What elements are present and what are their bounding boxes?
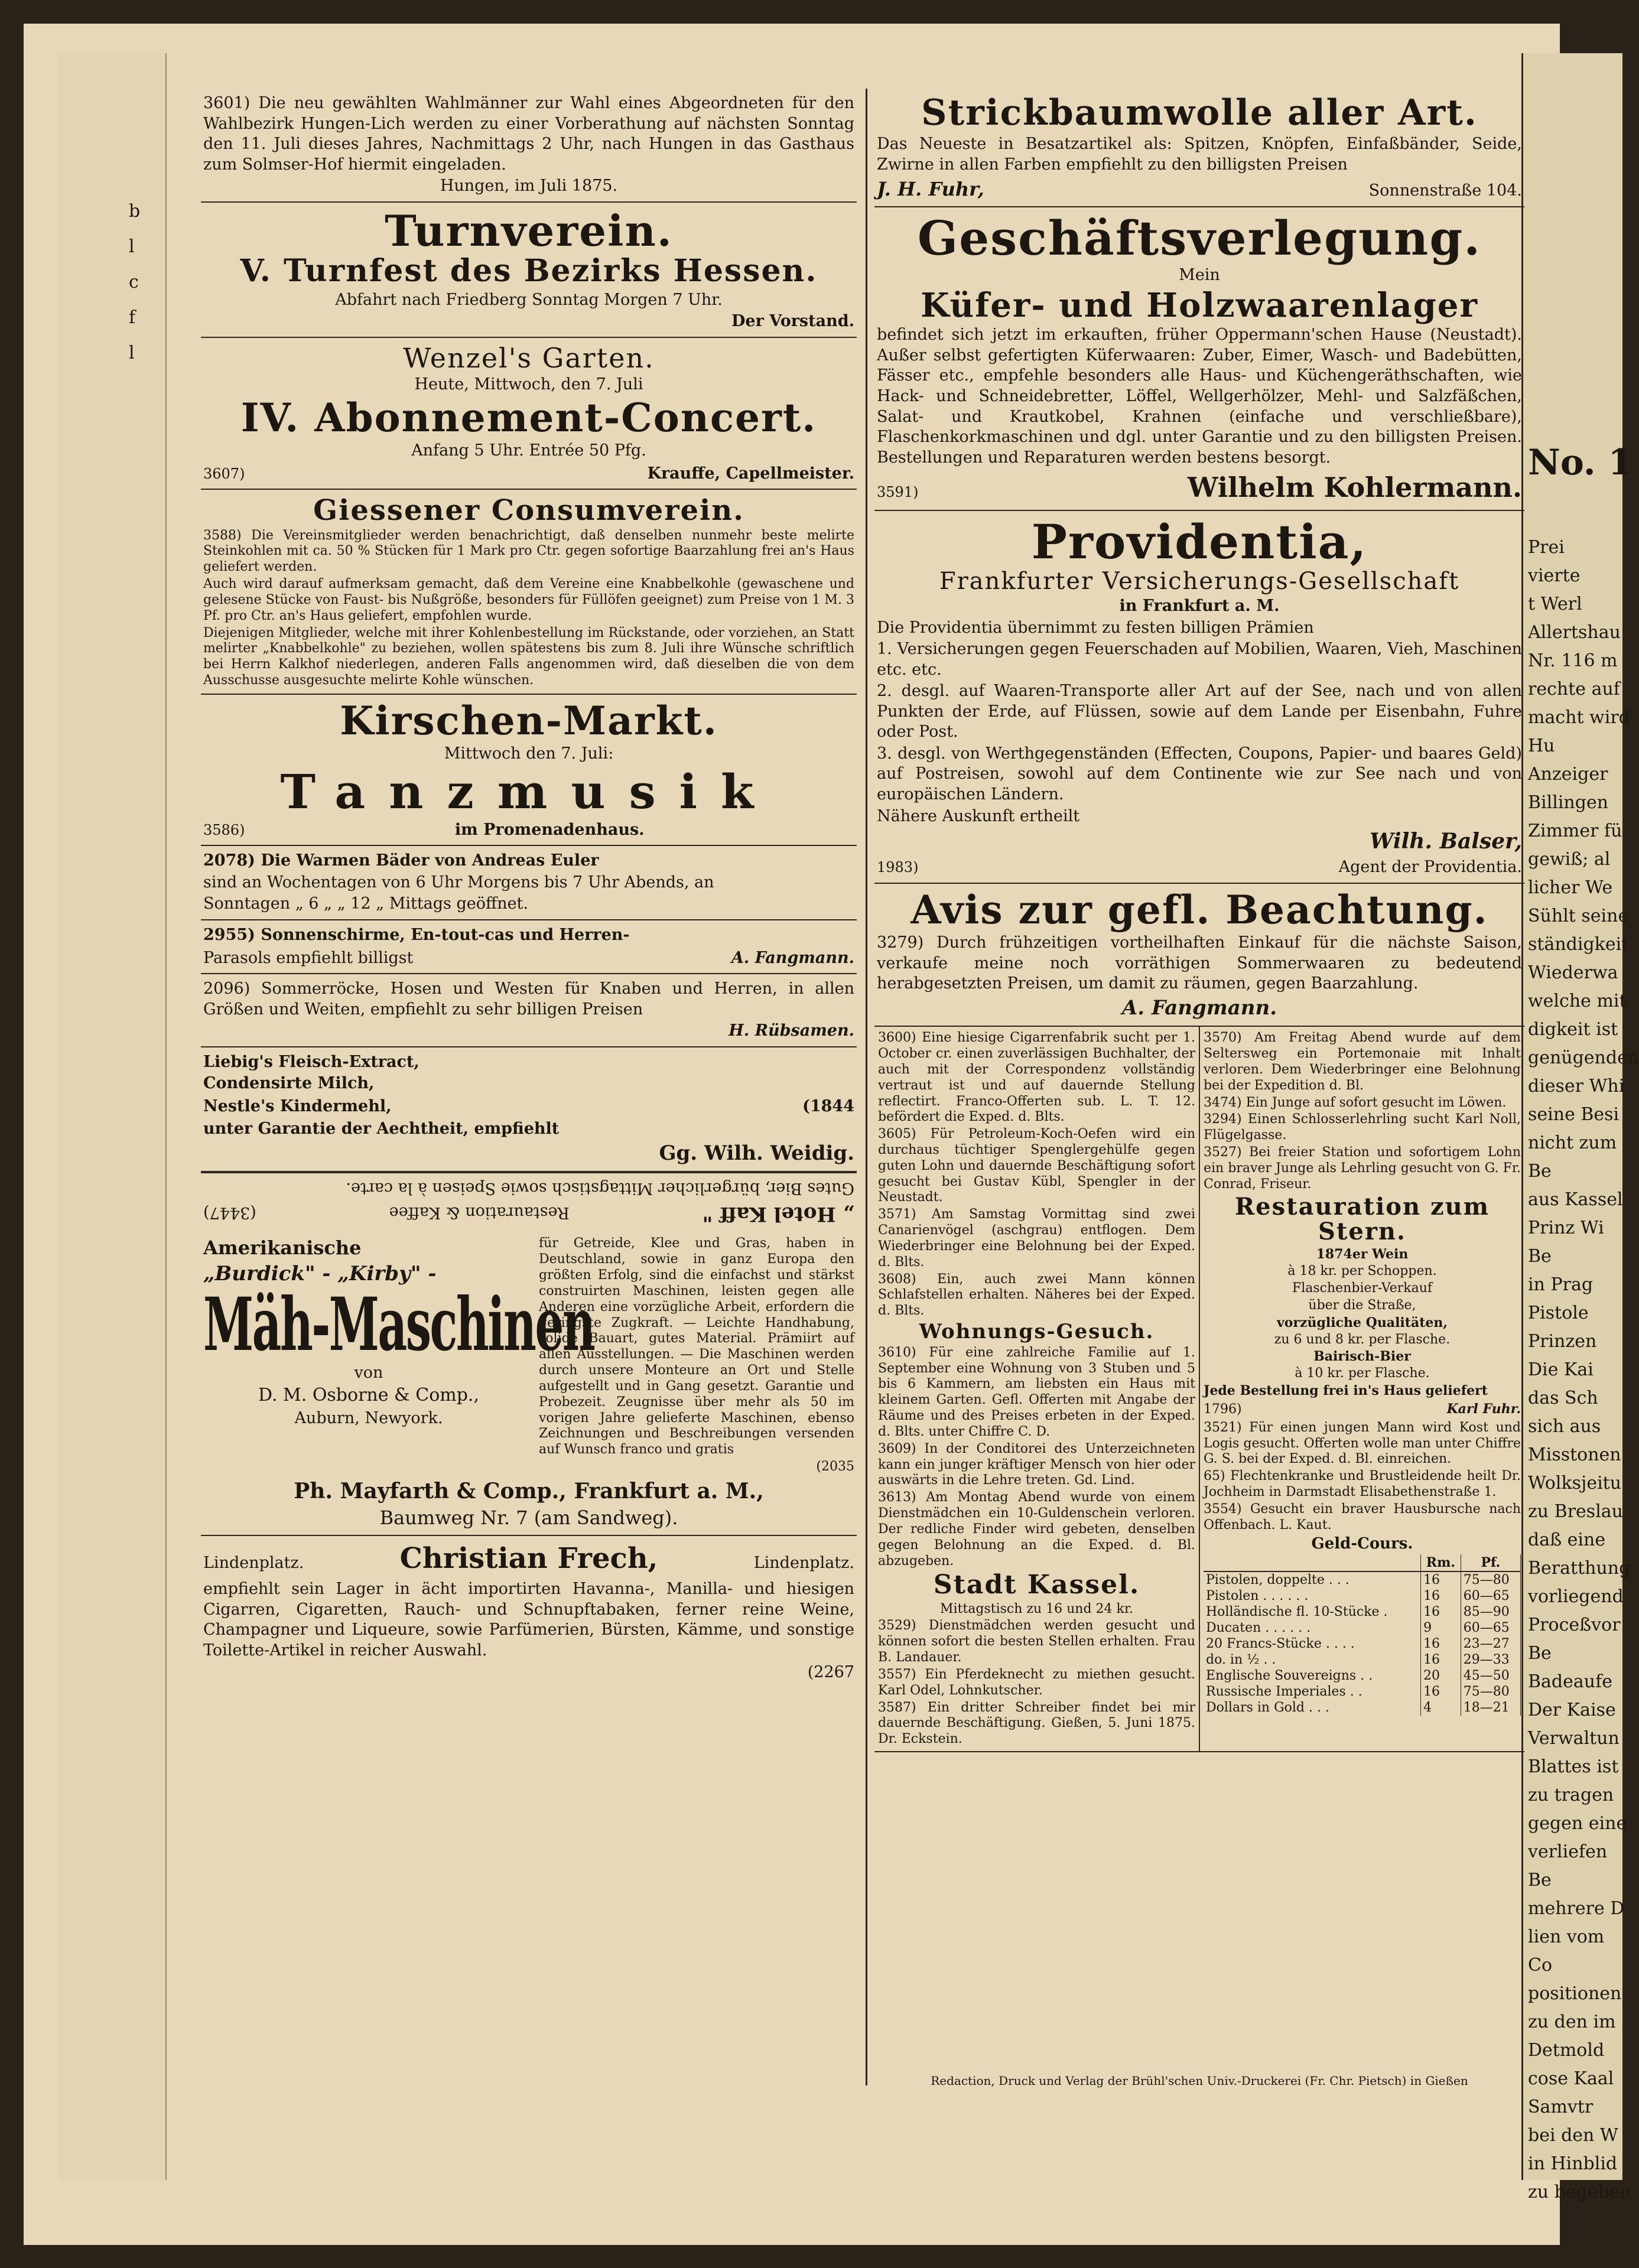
small-left-3: 3608) Ein, auch zwei Mann können Schlafstellen erhalten. Näheres bei der Exped. d. Blts. bbox=[878, 1271, 1195, 1319]
geld-cell: 20 Francs-Stücke . . . . bbox=[1204, 1636, 1421, 1652]
right-fragment-line: Badeaufe bbox=[1528, 1671, 1612, 1692]
small2-left-0: 3609) In der Conditorei des Unterzeichneten kann ein junger kräftiger Mensch von hier oder auswärts in die Lehre treten. Gd. Lind. bbox=[878, 1441, 1195, 1488]
weidig-l3: Nestle's Kindermehl, bbox=[203, 1096, 392, 1115]
geld-cell: 20 bbox=[1421, 1668, 1461, 1684]
inverted-l1: „ Hotel Kaff " bbox=[702, 1202, 854, 1226]
right-fragment-line: Wiederwa bbox=[1528, 962, 1618, 983]
small3-1: 3557) Ein Pferdeknecht zu miethen gesucht. Karl Odel, Lohnkutscher. bbox=[878, 1667, 1195, 1698]
weidig-l2: Condensirte Milch, bbox=[203, 1074, 375, 1093]
weidig-sign: Gg. Wilh. Weidig. bbox=[659, 1141, 854, 1165]
mah-place: Auburn, Newyork. bbox=[294, 1408, 443, 1427]
ad-kohlermann bbox=[874, 207, 1524, 511]
geld-cours-table bbox=[1204, 1554, 1521, 1716]
euler-l2: sind an Wochentagen von 6 Uhr Morgens bis 7 Uhr Abends, an bbox=[203, 873, 714, 891]
right-fragment-line: gewiß; al bbox=[1528, 849, 1611, 870]
left-fragment-letter: l bbox=[129, 343, 135, 363]
kohlermann-num: 3591) bbox=[877, 484, 919, 501]
frech-left: Lindenplatz. bbox=[203, 1553, 304, 1572]
geld-col-2: Pf. bbox=[1461, 1554, 1520, 1571]
kirschen-tanz: Tanzmusik bbox=[280, 763, 778, 819]
ad-fuhr bbox=[874, 89, 1524, 207]
column-divider bbox=[866, 89, 867, 2085]
small3-0: 3529) Dienstmädchen werden gesucht und können sofort die besten Stellen erhalten. Frau B. Landauer. bbox=[878, 1618, 1195, 1665]
right-fragment-line: in Prag bbox=[1528, 1274, 1594, 1295]
right-fragment-line: macht wird bbox=[1528, 707, 1630, 728]
small-right-1: 3474) Ein Junge auf sofort gesucht im Löwen. bbox=[1204, 1095, 1507, 1110]
wenzel-num: 3607) bbox=[203, 465, 245, 482]
ad-3601-text: 3601) Die neu gewählten Wahlmänner zur Wahl eines Abgeordneten für den Wahlbezirk Hungen-Lich werden zu einer Vorberathung auf nächsten Sonntag den 11. Juli dieses Jahres, Nachmittags 2 Uhr, nach Hungen in das Gasthaus zum Solmser-Hof hiermit eingeladen. bbox=[203, 94, 854, 174]
right-fragment-line: Prei bbox=[1528, 537, 1565, 558]
ad-3601-sign: Hungen, im Juli 1875. bbox=[440, 177, 618, 196]
right-fragment-line: seine Besi bbox=[1528, 1104, 1620, 1125]
ad-ruebsamen bbox=[201, 974, 857, 1047]
right-fragment-line: bei den W bbox=[1528, 2125, 1618, 2146]
frech-name: Christian Frech, bbox=[399, 1541, 658, 1575]
mah-desc: für Getreide, Klee und Gras, haben in Deutschland, sowie in ganz Europa den größten Erfolg, sind die einfachst und stärkst construirten Maschinen, leisten gegen alle Anderen eine vorzügliche Arbeit, erfordern die geringste Zugkraft. — Leichte Handhabung, solide Bauart, gutes Material. Prämiirt auf allen Ausstellungen. — Die Maschinen werden durch unsere Monteure an Ort und Stelle aufgestellt und in Gang gesetzt. Garantie und Probezeit. Zeugnisse über mehr als 50 im vorigen Jahre gelieferte Maschinen, ebenso Zeichnungen und Beschreibungen versenden auf Wunsch franco und gratis bbox=[539, 1236, 854, 1457]
providentia-agent: Agent der Providentia. bbox=[1338, 858, 1522, 877]
kohlermann-mein: Mein bbox=[1179, 266, 1220, 285]
consum-title: Giessener Consumverein. bbox=[313, 494, 744, 528]
small-left-2: 3571) Am Samstag Vormittag sind zwei Canarienvögel (aschgrau) entflogen. Dem Wiederbringer eine Belohnung bei der Exped. d. Blts. bbox=[878, 1207, 1195, 1270]
geld-cell: 18—21 bbox=[1461, 1700, 1520, 1716]
right-fragment-line: Beratthung bbox=[1528, 1558, 1631, 1579]
wenzel-date: Heute, Mittwoch, den 7. Juli bbox=[414, 375, 643, 394]
geld-row bbox=[1204, 1636, 1521, 1652]
providentia-sub: Frankfurter Versicherungs-Gesellschaft bbox=[939, 568, 1460, 596]
turnverein-subtitle: V. Turnfest des Bezirks Hessen. bbox=[240, 253, 818, 289]
stern-strasse: über die Straße, bbox=[1308, 1297, 1416, 1313]
kirschen-place: im Promenadenhaus. bbox=[454, 820, 645, 839]
mah-maker: D. M. Osborne & Comp., bbox=[258, 1385, 480, 1406]
right-fragment-line: in Hinblid bbox=[1528, 2153, 1618, 2174]
small-left-1: 3605) Für Petroleum-Koch-Oefen wird ein durchaus tüchtiger Spenglergehülfe gegen guten Lohn und dauernde Beschäftigung sofort gesucht bei Gustav Kübl, Spengler in der Neustadt. bbox=[878, 1127, 1195, 1205]
ad-weidig bbox=[201, 1047, 857, 1173]
left-column bbox=[201, 89, 857, 1687]
right-fragment-line: mehrere D bbox=[1528, 1898, 1625, 1919]
geld-row bbox=[1204, 1700, 1521, 1716]
right-page-fragment bbox=[1521, 53, 1639, 2202]
stern-price1: à 18 kr. per Schoppen. bbox=[1287, 1264, 1437, 1279]
geld-cell: 60—65 bbox=[1461, 1620, 1520, 1636]
right-fragment-line: ständigkeit bbox=[1528, 934, 1629, 955]
right-fragment-line: zu begeben bbox=[1528, 2182, 1631, 2202]
geld-row bbox=[1204, 1620, 1521, 1636]
right-fragment-line: Be bbox=[1528, 1870, 1552, 1890]
geld-cell: Ducaten . . . . . . bbox=[1204, 1620, 1421, 1636]
right-fragment-line: licher We bbox=[1528, 877, 1613, 898]
left-fragment-letter: b bbox=[129, 201, 141, 222]
kassel-title: Stadt Kassel. bbox=[933, 1570, 1140, 1600]
fangmann1-sign: A. Fangmann. bbox=[731, 948, 854, 967]
geld-cell: 16 bbox=[1421, 1604, 1461, 1620]
right-fragment-line: zu den im bbox=[1528, 2012, 1616, 2032]
stern-sign: Karl Fuhr. bbox=[1446, 1401, 1521, 1417]
right-fragment-line: nicht zum bbox=[1528, 1133, 1617, 1153]
right-fragment-line: t Werl bbox=[1528, 594, 1582, 614]
kirschen-num: 3586) bbox=[203, 821, 245, 838]
turnverein-sign: Der Vorstand. bbox=[731, 312, 854, 331]
geld-cell: 16 bbox=[1421, 1571, 1461, 1588]
providentia-i1: 1. Versicherungen gegen Feuerschaden auf Mobilien, Waaren, Vieh, Maschinen etc. etc. bbox=[877, 640, 1522, 679]
frech-right: Lindenplatz. bbox=[753, 1553, 854, 1572]
right-fragment-line: Nr. 116 m bbox=[1528, 650, 1618, 671]
geld-cell: Englische Souvereigns . . bbox=[1204, 1668, 1421, 1684]
left-binding-strip bbox=[59, 53, 167, 2180]
right-fragment-line: vorliegend bbox=[1528, 1586, 1624, 1607]
geld-row bbox=[1204, 1588, 1521, 1604]
fuhr-addr: Sonnenstraße 104. bbox=[1368, 181, 1522, 200]
right-fragment-line: Zimmer fü bbox=[1528, 821, 1622, 841]
geld-cell: 23—27 bbox=[1461, 1636, 1520, 1652]
right-fragment-line: Prinz Wi bbox=[1528, 1218, 1604, 1238]
geld-row bbox=[1204, 1604, 1521, 1620]
right-fragment-line: Hu bbox=[1528, 736, 1555, 756]
consum-p1: 3588) Die Vereinsmitglieder werden benachrichtigt, daß denselben nunmehr beste melirte Steinkohlen mit ca. 50 % Stücken für 1 Mark pro Ctr. gegen sofortige Baarzahlung frei an's Haus geliefert werden. bbox=[203, 528, 854, 575]
small2-left-1: 3613) Am Montag Abend wurde von einem Dienstmädchen ein 10-Guldenschein verloren. Der redliche Finder wird gebeten, denselben gegen Belohnung an die Exped. d. Bl. abzugeben. bbox=[878, 1490, 1195, 1569]
right-fragment-line: positionen bbox=[1528, 1983, 1622, 2004]
geld-cell: 4 bbox=[1421, 1700, 1461, 1716]
geld-row bbox=[1204, 1571, 1521, 1588]
geld-row bbox=[1204, 1668, 1521, 1684]
geld-row bbox=[1204, 1652, 1521, 1668]
stern-p3: à 10 kr. per Flasche. bbox=[1295, 1366, 1430, 1381]
weidig-l1: Liebig's Fleisch-Extract, bbox=[203, 1052, 419, 1071]
right-fragment-line: dieser Whi bbox=[1528, 1076, 1625, 1096]
small2-right-1: 65) Flechtenkranke und Brustleidende heilt Dr. Jochheim in Darmstadt Elisabethenstraße 1. bbox=[1204, 1469, 1521, 1500]
small-right-0: 3570) Am Freitag Abend wurde auf dem Seltersweg ein Portemonaie mit Inhalt verloren. Dem Wiederbringer eine Belohnung bei der Expedition d. Bl. bbox=[1204, 1030, 1521, 1093]
wenzel-concert: IV. Abonnement-Concert. bbox=[240, 394, 817, 441]
geld-cell: 60—65 bbox=[1461, 1588, 1520, 1604]
providentia-num: 1983) bbox=[877, 859, 919, 876]
stern-bair: Bairisch-Bier bbox=[1313, 1349, 1411, 1365]
right-fragment-line: welche mit bbox=[1528, 991, 1627, 1011]
wohnung-text: 3610) Für eine zahlreiche Familie auf 1. September eine Wohnung von 3 Stuben und 5 bis 6 Kammern, am liebsten ein Haus mit kleinem Garten. Gefl. Offerten mit Angabe der Räume und des Preises erbeten in der Exped. d. Blts. unter Chiffre C. D. bbox=[878, 1345, 1195, 1439]
mah-head: Amerikanische bbox=[203, 1237, 362, 1260]
right-fragment-line: Co bbox=[1528, 1955, 1553, 1976]
right-fragment-line: lien vom bbox=[1528, 1927, 1605, 1947]
right-fragment-line: Pistole bbox=[1528, 1303, 1589, 1323]
ad-fangmann-parasols bbox=[201, 920, 857, 974]
kohlermann-title: Geschäftsverlegung. bbox=[917, 210, 1482, 266]
stern-qual: vorzügliche Qualitäten, bbox=[1276, 1314, 1448, 1330]
right-column bbox=[874, 89, 1524, 1752]
weidig-l4: unter Garantie der Aechtheit, empfiehlt bbox=[203, 1120, 560, 1138]
right-fragment-line: Be bbox=[1528, 1161, 1552, 1182]
right-fragment-line: Samvtr bbox=[1528, 2097, 1594, 2117]
ad-3601 bbox=[201, 89, 857, 203]
right-fragment-line: Die Kai bbox=[1528, 1359, 1594, 1380]
ad-providentia bbox=[874, 511, 1524, 884]
mah-title: Mäh-Maschinen bbox=[203, 1281, 594, 1368]
wenzel-info: Anfang 5 Uhr. Entrée 50 Pfg. bbox=[411, 441, 646, 460]
right-fragment-line: Blattes ist bbox=[1528, 1756, 1619, 1777]
providentia-city: in Frankfurt a. M. bbox=[1119, 597, 1280, 616]
stern-p2: zu 6 und 8 kr. per Flasche. bbox=[1274, 1332, 1451, 1347]
avis-sign: A. Fangmann. bbox=[1121, 995, 1277, 1020]
consum-p3: Diejenigen Mitglieder, welche mit ihrer Kohlenbestellung im Rückstande, oder vorziehen, an Statt melirter „Knabbelkohle" zu beziehen, wollen spätestens bis zum 8. Juli ihre Wünsche schriftlich bei Herrn Kalkhof niederlegen, anderen Falls angenommen wird, daß dieselben die von dem Ausschusse ausgesuchte melirte Kohle wünschen. bbox=[203, 625, 854, 688]
right-fragment-line: Sühlt seine bbox=[1528, 906, 1629, 926]
stern-jede: Jede Bestellung frei in's Haus geliefert bbox=[1204, 1383, 1488, 1399]
ad-wenzel bbox=[201, 338, 857, 490]
mah-brands: „Burdick" - „Kirby" - bbox=[203, 1262, 437, 1286]
small3-2: 3587) Ein dritter Schreiber findet bei mir dauernde Beschäftigung. Gießen, 5. Juni 1875. Dr. Eckstein. bbox=[878, 1700, 1195, 1747]
fuhr-sign: J. H. Fuhr, bbox=[877, 178, 984, 201]
right-fragment-line: Proceßvor bbox=[1528, 1615, 1621, 1635]
left-fragment-letter: f bbox=[129, 307, 136, 328]
right-fragment-line: cose Kaal bbox=[1528, 2068, 1614, 2089]
right-fragment-line: Anzeiger bbox=[1528, 764, 1608, 785]
right-fragment-line: sich aus bbox=[1528, 1416, 1601, 1437]
geld-col-1: Rm. bbox=[1421, 1554, 1461, 1571]
fuhr-text: Das Neueste in Besatzartikel als: Spitzen, Knöpfen, Einfaßbänder, Seide, Zwirne in allen Farben empfiehlt zu den billigsten Preisen bbox=[877, 135, 1522, 174]
wohnung-title: Wohnungs-Gesuch. bbox=[919, 1320, 1155, 1344]
providentia-more: Nähere Auskunft ertheilt bbox=[877, 806, 1080, 825]
turnverein-line: Abfahrt nach Friedberg Sonntag Morgen 7 Uhr. bbox=[335, 290, 723, 309]
small-ads-1 bbox=[874, 1027, 1524, 1752]
right-fragment-line: Verwaltun bbox=[1528, 1728, 1620, 1749]
right-fragment-line: vierte bbox=[1528, 565, 1581, 586]
turnverein-title: Turnverein. bbox=[385, 205, 673, 256]
ruebsamen-l1: 2096) Sommerröcke, Hosen und Westen für Knaben und Herren, in allen Größen und Weiten, empfiehlt zu sehr billigen Preisen bbox=[203, 980, 854, 1019]
right-fragment-line: digkeit ist bbox=[1528, 1019, 1618, 1040]
kohlermann-text: befindet sich jetzt im erkauften, früher Oppermann'schen Hause (Neustadt). Außer selbst gefertigten Küferwaaren: Zuber, Eimer, Wasch- und Badebütten, Fässer etc., empfehle besonders alle Haus- und Küchengeräthschaften, wie Hack- und Schneidebretter, Löffel, Wellgerhölzer, Mehl- und Salzfäßchen, Salat- und Krautkobel, Krahnen (einfache und verschließbare), Flaschenkorkmaschinen und dgl. unter Garantie und zu den billigsten Preisen. Bestellungen und Reparaturen werden bestens besorgt. bbox=[877, 326, 1522, 467]
wenzel-title: Wenzel's Garten. bbox=[403, 342, 655, 375]
avis-title: Avis zur gefl. Beachtung. bbox=[910, 886, 1488, 933]
right-fragment-line: Der Kaise bbox=[1528, 1700, 1616, 1720]
fuhr-title: Strickbaumwolle aller Art. bbox=[921, 92, 1478, 134]
geld-cell: 75—80 bbox=[1461, 1684, 1520, 1700]
ad-consumverein bbox=[201, 490, 857, 695]
geld-cell: 75—80 bbox=[1461, 1571, 1520, 1588]
kirschen-date: Mittwoch den 7. Juli: bbox=[444, 744, 614, 763]
avis-text: 3279) Durch frühzeitigen vortheilhaften Einkauf für die nächste Saison, verkaufe meine noch vorräthigen Sommerwaaren zu bedeutend herabgesetzten Preisen, um damit zu räumen, gegen Baarzahlung. bbox=[877, 933, 1522, 993]
inverted-l4: Gutes Bier, bürgerlicher Mittagstisch sowie Speisen à la carte. bbox=[346, 1179, 854, 1198]
right-fragment-line: daß eine bbox=[1528, 1530, 1606, 1550]
providentia-title: Providentia, bbox=[1031, 514, 1368, 570]
stern-flaschen: Flaschenbier-Verkauf bbox=[1292, 1281, 1433, 1296]
newspaper-page bbox=[24, 24, 1639, 2245]
ad-kirschen bbox=[201, 695, 857, 846]
right-fragment-line: Allertshau bbox=[1528, 622, 1621, 643]
geld-cell: 9 bbox=[1421, 1620, 1461, 1636]
ad-frech bbox=[201, 1536, 857, 1687]
right-fragment-line: Misstonen bbox=[1528, 1444, 1621, 1465]
inverted-l3: (3447) bbox=[203, 1203, 256, 1222]
left-fragment-letter: l bbox=[129, 236, 135, 257]
geld-cell: 85—90 bbox=[1461, 1604, 1520, 1620]
small-right-3: 3527) Bei freier Station und sofortigem Lohn ein braver Junge als Lehrling gesucht von G. Fr. Conrad, Friseur. bbox=[1204, 1144, 1521, 1192]
geld-cell: Dollars in Gold . . . bbox=[1204, 1700, 1421, 1716]
geld-cell: Russische Imperiales . . bbox=[1204, 1684, 1421, 1700]
geld-col-0 bbox=[1204, 1554, 1421, 1571]
geld-row bbox=[1204, 1684, 1521, 1700]
providentia-sign: Wilh. Balser, bbox=[1370, 829, 1522, 854]
fangmann1-l1: 2955) Sonnenschirme, En-tout-cas und Herren- bbox=[203, 925, 630, 944]
stern-title: Restauration zum Stern. bbox=[1234, 1193, 1490, 1246]
right-fragment-line: Be bbox=[1528, 1643, 1552, 1664]
small2-right-2: 3554) Gesucht ein braver Hausbursche nach Offenbach. L. Kaut. bbox=[1204, 1501, 1521, 1532]
wenzel-sign: Krauffe, Capellmeister. bbox=[647, 464, 854, 483]
providentia-i2: 2. desgl. auf Waaren-Transporte aller Art auf der See, nach und von allen Punkten der Erde, auf Flüssen, sowie auf dem Lande per Eisenbahn, Fuhre oder Post. bbox=[877, 682, 1522, 741]
right-fragment-line: Wolksjeitu bbox=[1528, 1473, 1622, 1493]
ad-maehmaschinen bbox=[201, 1231, 857, 1535]
right-fragment-line: gegen eine bbox=[1528, 1813, 1627, 1834]
imprint-footer: Redaction, Druck und Verlag der Brühl'schen Univ.-Druckerei (Fr. Chr. Pietsch) in Gießen bbox=[931, 2074, 1468, 2088]
geld-cell: 16 bbox=[1421, 1684, 1461, 1700]
mah-firm: Ph. Mayfarth & Comp., Frankfurt a. M., bbox=[294, 1478, 764, 1504]
geld-cell: Holländische fl. 10-Stücke . bbox=[1204, 1604, 1421, 1620]
kohlermann-sign: Wilhelm Kohlermann. bbox=[1187, 471, 1522, 504]
right-fragment-line: verliefen bbox=[1528, 1841, 1608, 1862]
left-fragment-letter: c bbox=[129, 272, 139, 292]
geld-cell: 45—50 bbox=[1461, 1668, 1520, 1684]
right-fragment-heading: No. 1 bbox=[1528, 442, 1633, 483]
inverted-l2: Restauration & Kaffee bbox=[389, 1203, 570, 1222]
geld-cell: Pistolen, doppelte . . . bbox=[1204, 1571, 1421, 1588]
consum-p2: Auch wird darauf aufmerksam gemacht, daß dem Vereine eine Knabbelkohle (gewaschene und gelesene Stücke von Faust- bis Nußgröße, besonders für Füllöfen geeignet) zum Preise von 1 M. 3 Pf. pro Ctr. an's Haus geliefert, empfohlen wurde. bbox=[203, 577, 854, 623]
euler-l1: 2078) Die Warmen Bäder von Andreas Euler bbox=[203, 851, 599, 870]
ad-turnverein bbox=[201, 203, 857, 338]
right-fragment-line: zu tragen bbox=[1528, 1785, 1614, 1805]
small2-right-0: 3521) Für einen jungen Mann wird Kost und Logis gesucht. Offerten wolle man unter Chiffre G. S. bei der Exped. d. Bl. einreichen. bbox=[1204, 1420, 1521, 1467]
mah-addr: Baumweg Nr. 7 (am Sandweg). bbox=[379, 1506, 678, 1529]
stern-num: 1796) bbox=[1204, 1401, 1242, 1417]
ad-inverted bbox=[201, 1172, 857, 1231]
right-fragment-line: das Sch bbox=[1528, 1388, 1598, 1408]
geld-title: Geld-Cours. bbox=[1311, 1534, 1413, 1553]
ad-euler bbox=[201, 846, 857, 920]
providentia-intro: Die Providentia übernimmt zu festen billigen Prämien bbox=[877, 618, 1314, 637]
stern-wein: 1874er Wein bbox=[1316, 1247, 1409, 1262]
ruebsamen-sign: H. Rübsamen. bbox=[729, 1021, 854, 1040]
mah-num: (2035 bbox=[816, 1459, 854, 1475]
small-right-2: 3294) Einen Schlosserlehrling sucht Karl Noll, Flügelgasse. bbox=[1204, 1112, 1521, 1143]
frech-num: (2267 bbox=[807, 1662, 854, 1681]
geld-cell: 16 bbox=[1421, 1652, 1461, 1668]
right-fragment-line: zu Breslau bbox=[1528, 1501, 1624, 1522]
weidig-num: (1844 bbox=[802, 1096, 854, 1115]
geld-cell: Pistolen . . . . . . bbox=[1204, 1588, 1421, 1604]
kassel-line: Mittagstisch zu 16 und 24 kr. bbox=[940, 1601, 1133, 1616]
fangmann1-l2: Parasols empfiehlt billigst bbox=[203, 948, 414, 967]
providentia-i3: 3. desgl. von Werthgegenständen (Effecten, Coupons, Papier- und baares Geld) auf Postreisen, sowohl auf dem Continente wie zur See nach und von europäischen Ländern. bbox=[877, 744, 1522, 804]
frech-text: empfiehlt sein Lager in ächt importirten Havanna-, Manilla- und hiesigen Cigarren, Cigaretten, Rauch- und Schnupftabaken, ferner reine Weine, Champagner und Liqueure, sowie Parfümerien, Bürsten, Kämme, und sonstige Toilette-Artikel in reicher Auswahl. bbox=[203, 1580, 854, 1659]
geld-cell: do. in ½ . . bbox=[1204, 1652, 1421, 1668]
geld-cell: 29—33 bbox=[1461, 1652, 1520, 1668]
right-fragment-line: genügenden bbox=[1528, 1047, 1639, 1068]
geld-cell: 16 bbox=[1421, 1588, 1461, 1604]
right-fragment-line: rechte auf bbox=[1528, 679, 1620, 699]
geld-cell: 16 bbox=[1421, 1636, 1461, 1652]
right-fragment-line: aus Kassel bbox=[1528, 1189, 1623, 1210]
right-fragment-line: Prinzen bbox=[1528, 1331, 1597, 1352]
mah-von: von bbox=[354, 1363, 383, 1382]
small-left-0: 3600) Eine hiesige Cigarrenfabrik sucht per 1. October cr. einen zuverlässigen Buchhalter, der auch mit der Correspondenz vollständig vertraut ist und auf dauernde Stellung reflectirt. Franco-Offerten sub. L. T. 12. befördert die Exped. d. Blts. bbox=[878, 1030, 1195, 1125]
kohlermann-sub: Küfer- und Holzwaarenlager bbox=[920, 285, 1478, 325]
right-fragment-line: Detmold bbox=[1528, 2040, 1605, 2061]
right-fragment-line: Be bbox=[1528, 1246, 1552, 1267]
ad-avis bbox=[874, 884, 1524, 1027]
euler-l3: Sonntagen „ 6 „ „ 12 „ Mittags geöffnet. bbox=[203, 894, 528, 913]
right-fragment-line: Billingen bbox=[1528, 792, 1609, 813]
kirschen-title: Kirschen-Markt. bbox=[340, 697, 718, 744]
